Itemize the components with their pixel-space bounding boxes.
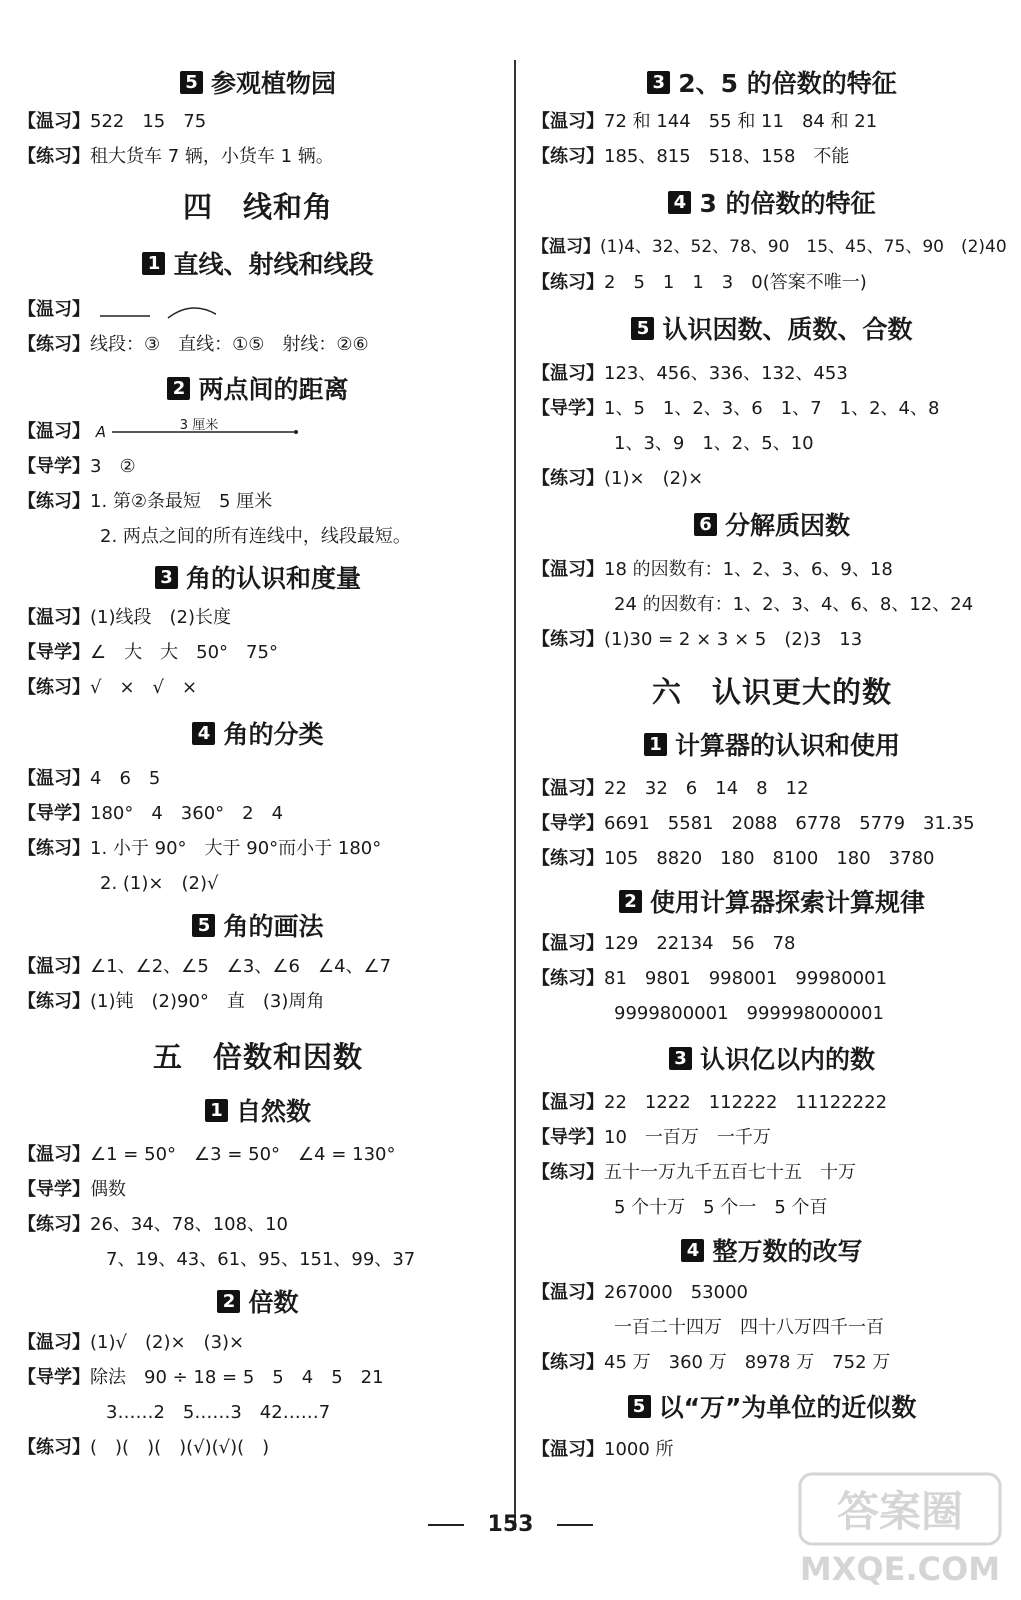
answer-text: (1)线段 (2)长度 (90, 607, 231, 628)
section-number: 2 (217, 1290, 240, 1313)
tag-lianxi: 【练习】 (532, 272, 604, 293)
answer-line (532, 926, 1012, 961)
section-title-text: 整万数的改写 (712, 1237, 863, 1266)
section-number: 1 (205, 1099, 228, 1122)
answer-line (532, 552, 1012, 587)
answer-line (18, 635, 498, 670)
answer-text: (1)4、32、52、78、90 15、45、75、90 (2)40 (600, 237, 1007, 257)
section-title-text: 角的认识和度量 (185, 564, 361, 593)
section-title (532, 1380, 1012, 1432)
answer-continuation: 7、19、43、61、95、151、99、37 (106, 1249, 416, 1270)
answer-line (532, 1275, 1012, 1310)
answer-line (18, 949, 498, 984)
section-title (532, 60, 1012, 104)
chapter-title: 四 线和角 (182, 190, 333, 224)
tag-lianxi: 【练习】 (18, 146, 90, 167)
tag-daoxue: 【导学】 (532, 1127, 604, 1148)
section-title-text: 使用计算器探索计算规律 (649, 888, 925, 917)
section-title (18, 60, 498, 104)
section-number: 3 (155, 566, 178, 589)
answer-line (532, 806, 1012, 841)
answer-text: 123、456、336、132、453 (604, 363, 848, 384)
svg-text:答案圈: 答案圈 (836, 1487, 964, 1536)
section-title-text: 2、5 的倍数的特征 (678, 69, 897, 98)
section-title-text: 以“万”为单位的近似数 (658, 1393, 917, 1422)
section-title (532, 1225, 1012, 1275)
tag-lianxi: 【练习】 (532, 146, 604, 167)
answer-text: 6691 5581 2088 6778 5779 31.35 (604, 813, 975, 834)
answer-text: 522 15 75 (90, 111, 207, 132)
answer-line (18, 761, 498, 796)
answer-line (18, 1137, 498, 1172)
right-column (532, 60, 1012, 1467)
answer-text: 租大货车 7 辆，小货车 1 辆。 (90, 146, 334, 167)
section-number: 5 (192, 914, 215, 937)
answer-line (18, 1207, 498, 1242)
tag-lianxi: 【练习】 (532, 1162, 604, 1183)
tag-wenxi: 【温习】 (532, 237, 600, 257)
tag-lianxi: 【练习】 (532, 968, 604, 989)
answer-continuation: 3……2 5……3 42……7 (106, 1402, 331, 1423)
chapter-title: 五 倍数和因数 (152, 1040, 363, 1074)
answer-line (18, 449, 498, 484)
answer-line (532, 104, 1012, 139)
answer-line (18, 104, 498, 139)
answer-continuation: 24 的因数有：1、2、3、4、6、8、12、24 (614, 594, 974, 615)
answer-text: 22 1222 112222 11122222 (604, 1092, 888, 1113)
answer-line (18, 1325, 498, 1360)
point-a-label: A (95, 423, 106, 441)
tag-wenxi: 【温习】 (18, 768, 90, 789)
answer-text: 1000 所 (604, 1439, 674, 1460)
answer-text: 180° 4 360° 2 4 (90, 803, 284, 824)
answer-line (532, 1120, 1012, 1155)
section-number: 4 (668, 191, 691, 214)
answer-line (532, 265, 1012, 300)
watermark-logo (796, 1468, 1016, 1596)
section-number: 1 (142, 252, 165, 275)
answer-line (18, 414, 498, 449)
section-number: 3 (669, 1047, 692, 1070)
tag-wenxi: 【温习】 (18, 956, 90, 977)
answer-text: 185、815 518、158 不能 (604, 146, 850, 167)
section-title-text: 3 的倍数的特征 (699, 189, 876, 218)
tag-lianxi: 【练习】 (532, 468, 604, 489)
answer-line (18, 1430, 498, 1465)
tag-daoxue: 【导学】 (18, 456, 90, 477)
tag-wenxi: 【温习】 (18, 299, 90, 320)
answer-line (18, 600, 498, 635)
answer-line (18, 796, 498, 831)
answer-line (532, 356, 1012, 391)
section-title (18, 362, 498, 414)
answer-text: 18 的因数有：1、2、3、6、9、18 (604, 559, 893, 580)
tag-daoxue: 【导学】 (18, 1179, 90, 1200)
section-title-text: 两点间的距离 (198, 375, 349, 404)
answer-continuation: 2. 两点之间的所有连线中，线段最短。 (100, 526, 411, 547)
answer-line (532, 622, 1012, 657)
answer-text: 偶数 (90, 1179, 126, 1200)
answer-line (532, 461, 1012, 496)
tag-lianxi: 【练习】 (18, 334, 90, 355)
section-title (532, 1031, 1012, 1085)
section-number: 5 (180, 71, 203, 94)
answer-line (18, 1172, 498, 1207)
tag-wenxi: 【温习】 (532, 363, 604, 384)
answer-text: 129 22134 56 78 (604, 933, 796, 954)
section-number: 4 (681, 1239, 704, 1262)
answer-text: ∠1、∠2、∠5 ∠3、∠6 ∠4、∠7 (90, 956, 392, 977)
page-number-text: 153 (487, 1512, 534, 1537)
answer-line (18, 484, 498, 519)
answer-line (532, 230, 1012, 265)
tag-lianxi: 【练习】 (18, 677, 90, 698)
section-title (18, 705, 498, 761)
column-divider (514, 60, 516, 1530)
answer-line (532, 1432, 1012, 1467)
answer-text: 45 万 360 万 8978 万 752 万 (604, 1352, 891, 1373)
tag-wenxi: 【温习】 (532, 559, 604, 580)
answer-text: 1. 小于 90° 大于 90°而小于 180° (90, 838, 382, 859)
tag-daoxue: 【导学】 (18, 803, 90, 824)
tag-daoxue: 【导学】 (532, 813, 604, 834)
answer-line (18, 831, 498, 866)
answer-line (18, 327, 498, 362)
page-number-dash-right (557, 1524, 593, 1526)
tag-wenxi: 【温习】 (18, 421, 90, 442)
answer-text: 267000 53000 (604, 1282, 748, 1303)
tag-wenxi: 【温习】 (532, 1092, 604, 1113)
section-title-text: 认识因数、质数、合数 (662, 315, 913, 344)
tag-daoxue: 【导学】 (18, 1367, 90, 1388)
section-title-text: 自然数 (235, 1097, 311, 1126)
answer-line (532, 1085, 1012, 1120)
section-number: 2 (619, 890, 642, 913)
answer-text: 3 ② (90, 456, 136, 477)
answer-text: 1. 第②条最短 5 厘米 (90, 491, 273, 512)
tag-lianxi: 【练习】 (18, 838, 90, 859)
distance-label: 3 厘米 (179, 418, 219, 433)
tag-wenxi: 【温习】 (532, 1282, 604, 1303)
section-title-text: 分解质因数 (724, 511, 850, 540)
section-number: 2 (167, 377, 190, 400)
answer-line (532, 771, 1012, 806)
tag-wenxi: 【温习】 (18, 1144, 90, 1165)
tag-wenxi: 【温习】 (532, 933, 604, 954)
answer-text: ∠1 = 50° ∠3 = 50° ∠4 = 130° (90, 1144, 396, 1165)
chapter-title: 六 认识更大的数 (651, 675, 892, 709)
answer-line (18, 292, 498, 327)
tag-daoxue: 【导学】 (532, 398, 604, 419)
answer-text: (1)30 = 2 × 3 × 5 (2)3 13 (604, 629, 863, 650)
tag-lianxi: 【练习】 (532, 629, 604, 650)
answer-text: 除法 90 ÷ 18 = 5 5 4 5 21 (90, 1367, 384, 1388)
tag-wenxi: 【温习】 (18, 607, 90, 628)
answer-text: 72 和 144 55 和 11 84 和 21 (604, 111, 878, 132)
answer-text: 线段：③ 直线：①⑤ 射线：②⑥ (90, 334, 369, 355)
section-number: 5 (628, 1395, 651, 1418)
tag-lianxi: 【练习】 (532, 848, 604, 869)
section-title-text: 直线、射线和线段 (173, 250, 374, 279)
section-title-text: 角的画法 (223, 912, 324, 941)
section-title-text: 认识亿以内的数 (699, 1045, 875, 1074)
tag-lianxi: 【练习】 (532, 1352, 604, 1373)
section-title (532, 300, 1012, 356)
tag-lianxi: 【练习】 (18, 991, 90, 1012)
answer-text: 2 5 1 1 3 0(答案不唯一) (604, 272, 867, 293)
tag-wenxi: 【温习】 (532, 111, 604, 132)
tag-wenxi: 【温习】 (18, 111, 90, 132)
section-title-text: 角的分类 (223, 720, 324, 749)
section-title (18, 234, 498, 292)
svg-text:MXQE.COM: MXQE.COM (799, 1550, 1001, 1588)
answer-text: 10 一百万 一千万 (604, 1127, 771, 1148)
answer-continuation: 1、3、9 1、2、5、10 (614, 433, 814, 454)
answer-text: 81 9801 998001 99980001 (604, 968, 888, 989)
tag-lianxi: 【练习】 (18, 1437, 90, 1458)
section-title (532, 496, 1012, 552)
answer-line (532, 1345, 1012, 1380)
tag-wenxi: 【温习】 (532, 1439, 604, 1460)
left-column (18, 60, 498, 1465)
answer-line (18, 984, 498, 1019)
section-number: 6 (694, 513, 717, 536)
answer-line (532, 391, 1012, 426)
tag-wenxi: 【温习】 (18, 1332, 90, 1353)
answer-text: ∠ 大 大 50° 75° (90, 642, 278, 663)
answer-line (532, 139, 1012, 174)
answer-text: 1、5 1、2、3、6 1、7 1、2、4、8 (604, 398, 940, 419)
answer-line (532, 961, 1012, 996)
section-title-text: 计算器的认识和使用 (674, 731, 900, 760)
tag-wenxi: 【温习】 (532, 778, 604, 799)
answer-text: 26、34、78、108、10 (90, 1214, 288, 1235)
answer-line (18, 1360, 498, 1395)
section-title (532, 174, 1012, 230)
answer-text: 五十一万九千五百七十五 十万 (604, 1162, 856, 1183)
answer-continuation: 2. (1)× (2)√ (100, 873, 219, 894)
answer-text: 22 32 6 14 8 12 (604, 778, 809, 799)
answer-line (18, 670, 498, 705)
answer-text: (1)× (2)× (604, 468, 704, 489)
answer-text: 4 6 5 (90, 768, 161, 789)
section-number: 4 (192, 722, 215, 745)
answer-continuation: 9999800001 999998000001 (614, 1003, 884, 1024)
section-title (18, 1083, 498, 1137)
line-segment-and-arc-drawing (96, 298, 216, 322)
section-title (532, 876, 1012, 926)
answer-text: ( )( )( )(√)(√)( ) (90, 1437, 270, 1458)
answer-line (532, 841, 1012, 876)
answer-text: √ × √ × (90, 677, 198, 698)
answer-continuation: 一百二十四万 四十八万四千一百 (614, 1317, 884, 1338)
answer-text: (1)√ (2)× (3)× (90, 1332, 245, 1353)
section-title (18, 901, 498, 949)
answer-continuation: 5 个十万 5 个一 5 个百 (614, 1197, 828, 1218)
section-title-text: 倍数 (248, 1288, 299, 1317)
section-number: 3 (647, 71, 670, 94)
answer-line (532, 1155, 1012, 1190)
section-title (18, 1277, 498, 1325)
section-number: 5 (631, 317, 654, 340)
answer-line (18, 139, 498, 174)
section-number: 1 (644, 733, 667, 756)
tag-lianxi: 【练习】 (18, 491, 90, 512)
section-title (18, 554, 498, 600)
tag-lianxi: 【练习】 (18, 1214, 90, 1235)
section-title (532, 717, 1012, 771)
tag-daoxue: 【导学】 (18, 642, 90, 663)
section-title-text: 参观植物园 (210, 69, 336, 98)
page-number-dash-left (428, 1524, 464, 1526)
answer-text: 105 8820 180 8100 180 3780 (604, 848, 935, 869)
answer-text: (1)钝 (2)90° 直 (3)周角 (90, 991, 325, 1012)
